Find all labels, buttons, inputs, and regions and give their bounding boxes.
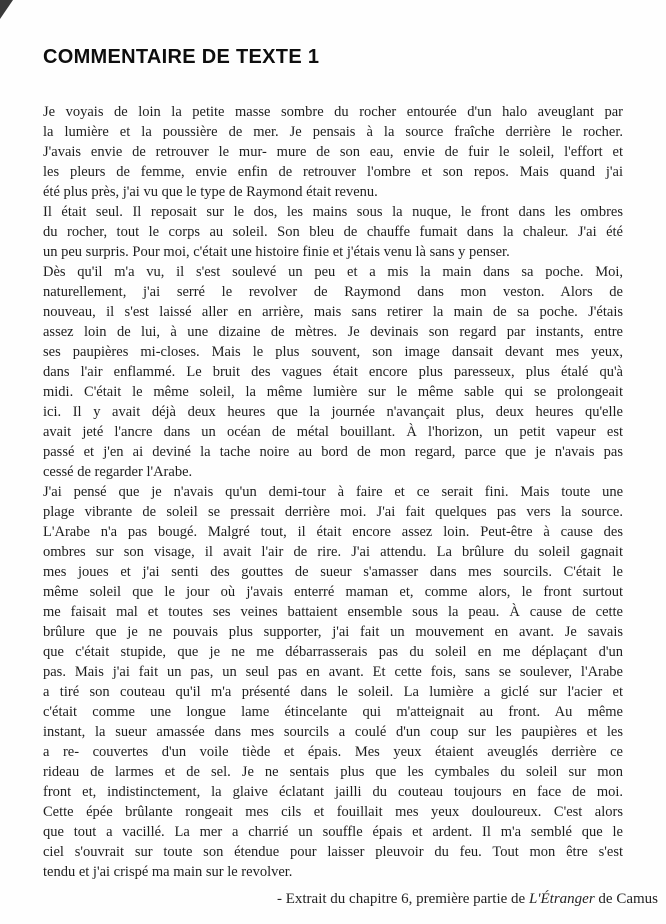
text-line: Dès qu'il m'a vu, il s'est soulevé un peu et a mis la main dans sa poche. Moi, <box>43 264 623 280</box>
text-line: du rocher, tout le corps au soleil. Son bleu de chauffe fumait dans la chaleur. J'ai été <box>43 224 623 240</box>
text-line: brûlure que je ne pouvais plus supporter, j'ai fait un mouvement en avant. Je savais <box>43 624 623 640</box>
text-line: même soleil que le jour où j'avais enterré maman et, comme alors, le front surtout <box>43 584 623 600</box>
text-line: la lumière et la poussière de mer. Je pensais à la source fraîche derrière le rocher. <box>43 124 623 140</box>
text-line: ciel s'ouvrait sur toute son étendue pour laisser pleuvoir du feu. Tout mon être s'est <box>43 844 623 860</box>
text-line: ses paupières mi-closes. Mais le plus souvent, son image dansait devant mes yeux, <box>43 344 623 360</box>
text-line: me faisait mal et toutes ses veines battaient ensemble sous la peau. À cause de cette <box>43 604 623 620</box>
text-line: pas. Mais j'ai fait un pas, un seul pas en avant. Et cette fois, sans se soulever, l'Arabe <box>43 664 623 680</box>
text-line: ici. Il y avait déjà deux heures que la journée n'avançait plus, deux heures qu'elle <box>43 404 623 420</box>
text-line: tendu et j'ai crispé ma main sur le revolver. <box>43 864 293 880</box>
text-line: J'avais envie de retrouver le mur- mure de son eau, envie de fuir le soleil, l'effort et <box>43 144 623 160</box>
text-line: les pleurs de femme, envie enfin de retrouver l'ombre et son repos. Mais quand j'ai <box>43 164 623 180</box>
text-line: c'était comme une longue lame étincelante qui m'atteignait au front. Au même <box>43 704 623 720</box>
text-line: J'ai pensé que je n'avais qu'un demi-tour à faire et ce serait fini. Mais toute une <box>43 484 623 500</box>
text-line: midi. C'était le même soleil, la même lumière sur le même sable qui se prolongeait <box>43 384 623 400</box>
text-line: front et, indistinctement, la glaive éclatant jailli du couteau toujours en face de moi. <box>43 784 623 800</box>
citation-work-title: L'Étranger <box>528 891 595 907</box>
text-line: assez loin de lui, à une dizaine de mètres. Je devinais son regard par instants, entre <box>43 324 623 340</box>
text-line: Je voyais de loin la petite masse sombre du rocher entourée d'un halo aveuglant par <box>43 104 623 120</box>
text-line: Cette épée brûlante rongeait mes cils et fouillait mes yeux douloureux. C'est alors <box>43 804 623 820</box>
text-line: été plus près, j'ai vu que le type de Raymond était revenu. <box>43 184 378 200</box>
text-line: passé et j'en ai deviné la tache noire au bord de mon regard, parce que je n'avais pas <box>43 444 623 460</box>
text-line: ombres sur son visage, il avait l'air de rire. J'ai attendu. La brûlure du soleil gagnait <box>43 544 623 560</box>
citation-prefix: - Extrait du chapitre 6, première partie de <box>276 891 529 907</box>
text-line: L'Arabe n'a pas bougé. Malgré tout, il était encore assez loin. Peut-être à cause des <box>43 524 623 540</box>
text-line: naturellement, j'ai serré le revolver de Raymond dans mon veston. Alors de <box>43 284 623 300</box>
page-title: COMMENTAIRE DE TEXTE 1 <box>43 46 320 68</box>
page-corner-artifact <box>0 0 13 19</box>
text-line: cessé de regarder l'Arabe. <box>43 464 193 480</box>
citation <box>277 891 658 908</box>
text-line: instant, la sueur amassée dans mes sourcils a coulé d'un coup sur les paupières et les <box>43 724 623 740</box>
text-line: que c'était stupide, que je ne me débarrasserais pas du soleil en me déplaçant d'un <box>43 644 623 660</box>
text-line: rideau de larmes et de sel. Je ne sentais plus que les cymbales du soleil sur mon <box>43 764 623 780</box>
text-line: avait jeté l'ancre dans un océan de métal bouillant. À l'horizon, un petit vapeur est <box>43 424 623 440</box>
text-line: a re- couvertes d'un voile tiède et épais. Mes yeux étaient aveuglés derrière ce <box>43 744 623 760</box>
text-line: plage vibrante de soleil se pressait derrière moi. J'ai fait quelques pas vers la source. <box>43 504 623 520</box>
text-line: un peu surpris. Pour moi, c'était une histoire finie et j'étais venu là sans y penser. <box>43 244 510 260</box>
citation-suffix: de Camus <box>594 891 658 907</box>
text-line: mes joues et j'ai senti des gouttes de sueur s'amasser dans mes sourcils. C'était le <box>43 564 623 580</box>
text-line: nouveau, il s'est laissé aller en arrière, mais sans retirer la main de sa poche. J'étais <box>43 304 623 320</box>
text-line: a tiré son couteau qu'il m'a présenté dans le soleil. La lumière a giclé sur l'acier et <box>43 684 623 700</box>
text-line: dans l'air enflammé. Le bruit des vagues était encore plus paresseux, plus étalé qu'à <box>43 364 623 380</box>
text-line: Il était seul. Il reposait sur le dos, les mains sous la nuque, le front dans les ombres <box>43 204 623 220</box>
text-body <box>43 102 623 882</box>
text-line: que tout a vacillé. La mer a charrié un souffle épais et ardent. Il m'a semblé que le <box>43 824 623 840</box>
